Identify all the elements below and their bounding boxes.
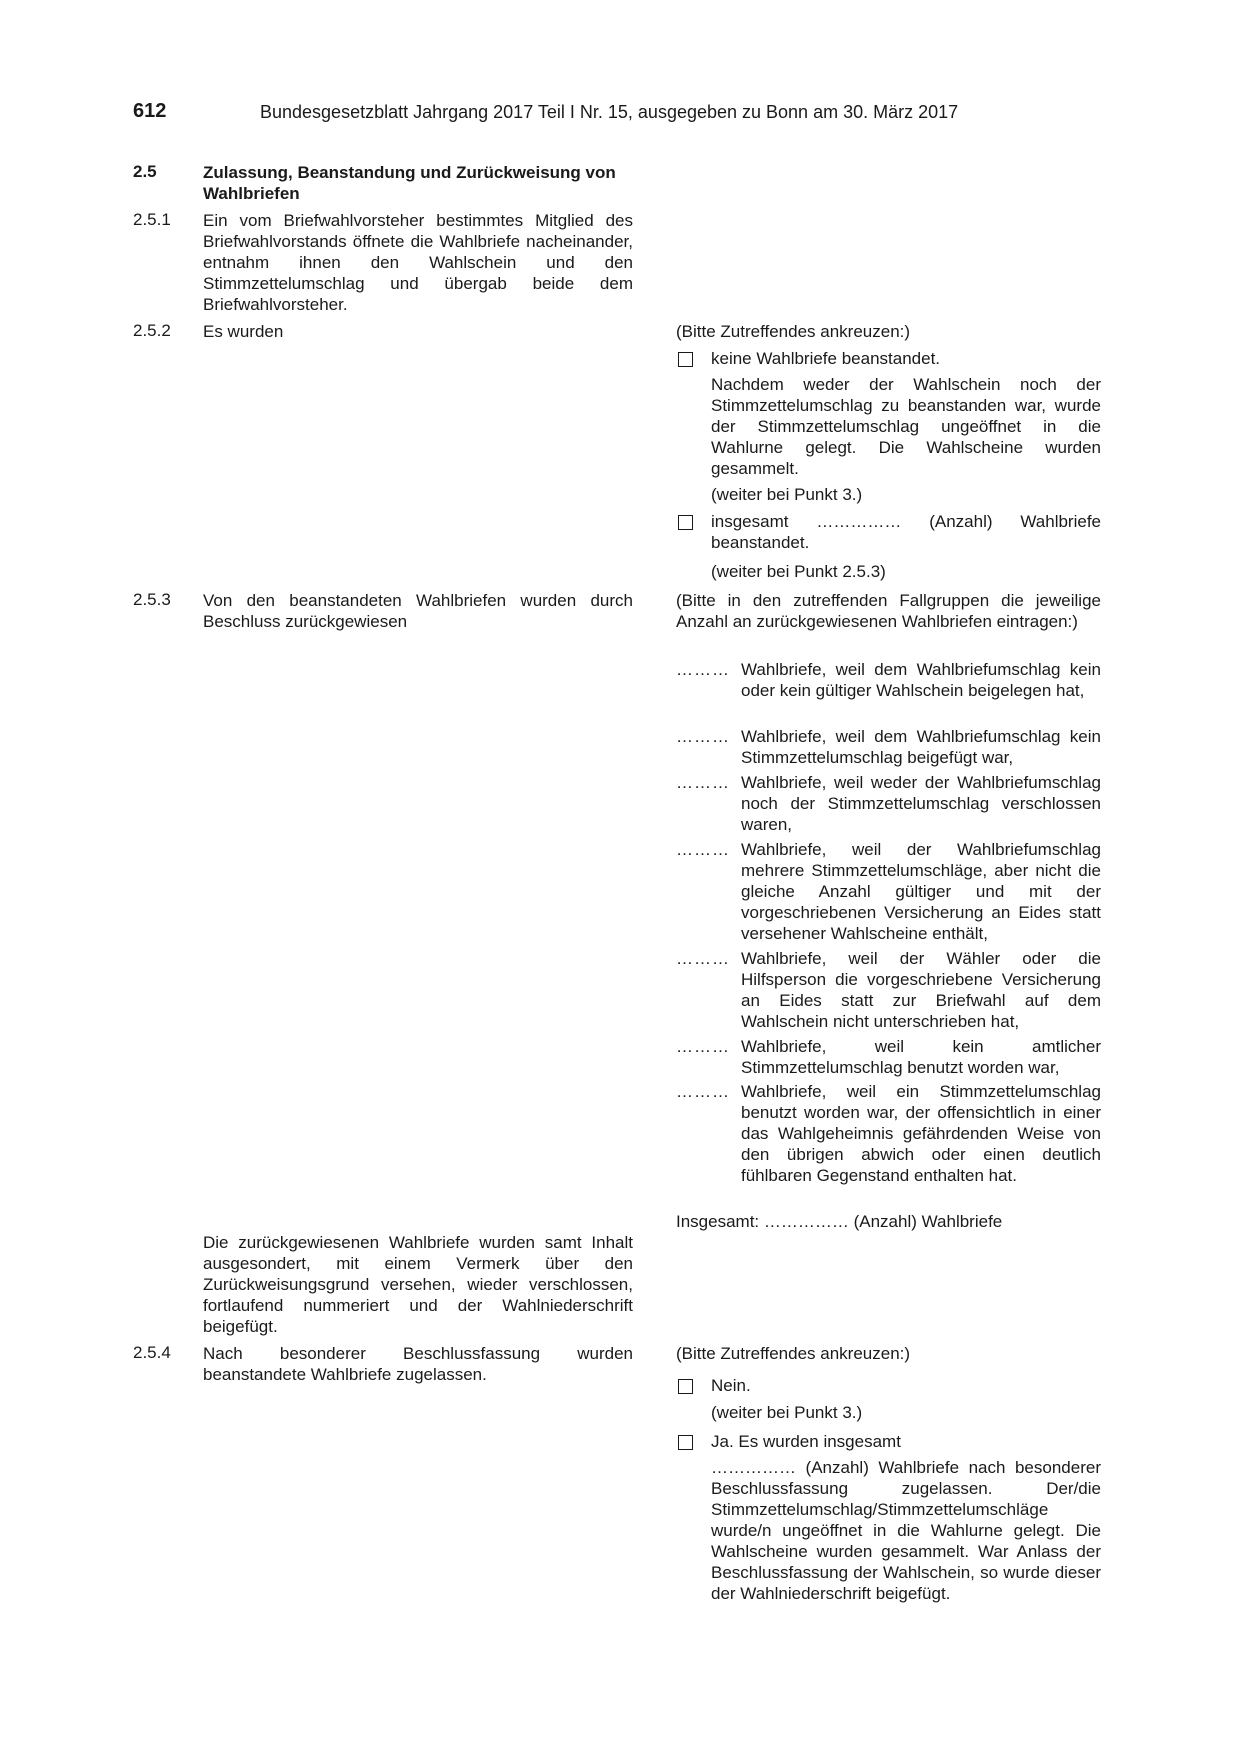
count-leader[interactable]: ………: [676, 1082, 730, 1101]
rejection-reason: Wahlbriefe, weil weder der Wahlbriefumschlag noch der Stimmzettelumschlag verschlossen waren,: [741, 773, 1101, 834]
section-number-2-5: 2.5: [133, 162, 157, 181]
checkbox-ja[interactable]: [678, 1435, 693, 1450]
section-number-2-5-1: 2.5.1: [133, 210, 171, 229]
checkbox-insgesamt-beanstandet[interactable]: [678, 515, 693, 530]
section-text-2-5-4: Nach besonderer Beschlussfassung wurden beanstandete Wahlbriefe zugelassen.: [203, 1344, 633, 1384]
rejection-reason: Wahlbriefe, weil der Wähler oder die Hilfsperson die vorgeschriebene Versicherung an Eides statt zur Briefwahl auf dem Wahlschein nicht unterschrieben hat,: [741, 949, 1101, 1031]
section-text-2-5-3: Von den beanstandeten Wahlbriefen wurden durch Beschluss zurückgewiesen: [203, 591, 633, 631]
instruction-2-5-2: (Bitte Zutreffendes ankreuzen:): [676, 322, 911, 341]
option-nein: Nein.: [711, 1376, 751, 1395]
count-leader[interactable]: ………: [676, 840, 730, 859]
rejection-reason: Wahlbriefe, weil dem Wahlbriefumschlag kein oder kein gültiger Wahlschein beigelegen hat,: [741, 660, 1101, 700]
rejected-note: Die zurückgewiesenen Wahlbriefe wurden samt Inhalt ausgesondert, mit einem Vermerk über den Zurückweisungsgrund versehen, wieder verschlossen, fortlaufend nummeriert und der Wahlniederschrift beigefügt.: [203, 1233, 633, 1336]
option-keine-beanstandet: keine Wahlbriefe beanstandet.: [711, 349, 941, 368]
count-leader[interactable]: ………: [676, 660, 730, 679]
section-number-2-5-4: 2.5.4: [133, 1343, 171, 1362]
rejection-reason: Wahlbriefe, weil der Wahlbriefumschlag mehrere Stimmzettelumschläge, aber nicht die gleiche Anzahl gültiger und mit der vorgeschriebenen Versicherung an Eides statt versehener Wahlscheine enthält,: [741, 840, 1101, 943]
running-header: Bundesgesetzblatt Jahrgang 2017 Teil I Nr. 15, ausgegeben zu Bonn am 30. März 2017: [260, 102, 959, 122]
rejection-reason: Wahlbriefe, weil ein Stimmzettelumschlag benutzt worden war, der offensichtlich in einer das Wahlgeheimnis gefährdenden Weise von den übrigen abwich oder einen deutlich fühlbaren Gegenstand enthalten hat.: [741, 1082, 1101, 1185]
instruction-2-5-3: (Bitte in den zutreffenden Fallgruppen die jeweilige Anzahl an zurückgewiesenen Wahlbriefen eintragen:): [676, 591, 1101, 631]
count-leader[interactable]: ………: [676, 1037, 730, 1056]
page-number: 612: [133, 100, 167, 122]
section-text-2-5-2: Es wurden: [203, 322, 284, 341]
checkbox-nein[interactable]: [678, 1379, 693, 1394]
instruction-2-5-4: (Bitte Zutreffendes ankreuzen:): [676, 1344, 911, 1363]
next-point-3: (weiter bei Punkt 3.): [711, 485, 863, 504]
checkbox-keine-beanstandet[interactable]: [678, 352, 693, 367]
total-rejected: Insgesamt: …………… (Anzahl) Wahlbriefe: [676, 1212, 1003, 1231]
count-leader[interactable]: ………: [676, 727, 730, 746]
count-leader[interactable]: ………: [676, 773, 730, 792]
rejection-reason: Wahlbriefe, weil kein amtlicher Stimmzettelumschlag benutzt worden war,: [741, 1037, 1101, 1077]
count-leader[interactable]: ………: [676, 949, 730, 968]
section-number-2-5-2: 2.5.2: [133, 321, 171, 340]
section-title-2-5: Zulassung, Beanstandung und Zurückweisung von Wahlbriefen: [203, 163, 616, 203]
option-ja-detail: …………… (Anzahl) Wahlbriefe nach besonderer Beschlussfassung zugelassen. Der/die Stimmzettelumschlag/Stimmzettelumschläge wurde/n ungeöffnet in die Wahlurne gelegt. Die Wahlscheine wurden gesammelt. War Anlass der Beschlussfassung der Wahlschein, so wurde dieser der Wahlniederschrift beigefügt.: [711, 1458, 1101, 1603]
option-ja: Ja. Es wurden insgesamt: [711, 1432, 901, 1451]
section-number-2-5-3: 2.5.3: [133, 590, 171, 609]
option-keine-beanstandet-detail: Nachdem weder der Wahlschein noch der Stimmzettelumschlag zu beanstanden war, wurde der Stimmzettelumschlag ungeöffnet in die Wahlurne gelegt. Die Wahlscheine wurden gesammelt.: [711, 375, 1101, 478]
rejection-reason: Wahlbriefe, weil dem Wahlbriefumschlag kein Stimmzettelumschlag beigefügt war,: [741, 727, 1101, 767]
next-point-2-5-3: (weiter bei Punkt 2.5.3): [711, 562, 886, 581]
section-text-2-5-1: Ein vom Briefwahlvorsteher bestimmtes Mitglied des Briefwahlvorstands öffnete die Wahlbriefe nacheinander, entnahm ihnen den Wahlschein und den Stimmzettelumschlag und übergab beide dem Briefwahlvorsteher.: [203, 211, 633, 314]
option-insgesamt-beanstandet: insgesamt …………… (Anzahl) Wahlbriefe beanstandet.: [711, 512, 1101, 552]
next-point-3: (weiter bei Punkt 3.): [711, 1403, 863, 1422]
